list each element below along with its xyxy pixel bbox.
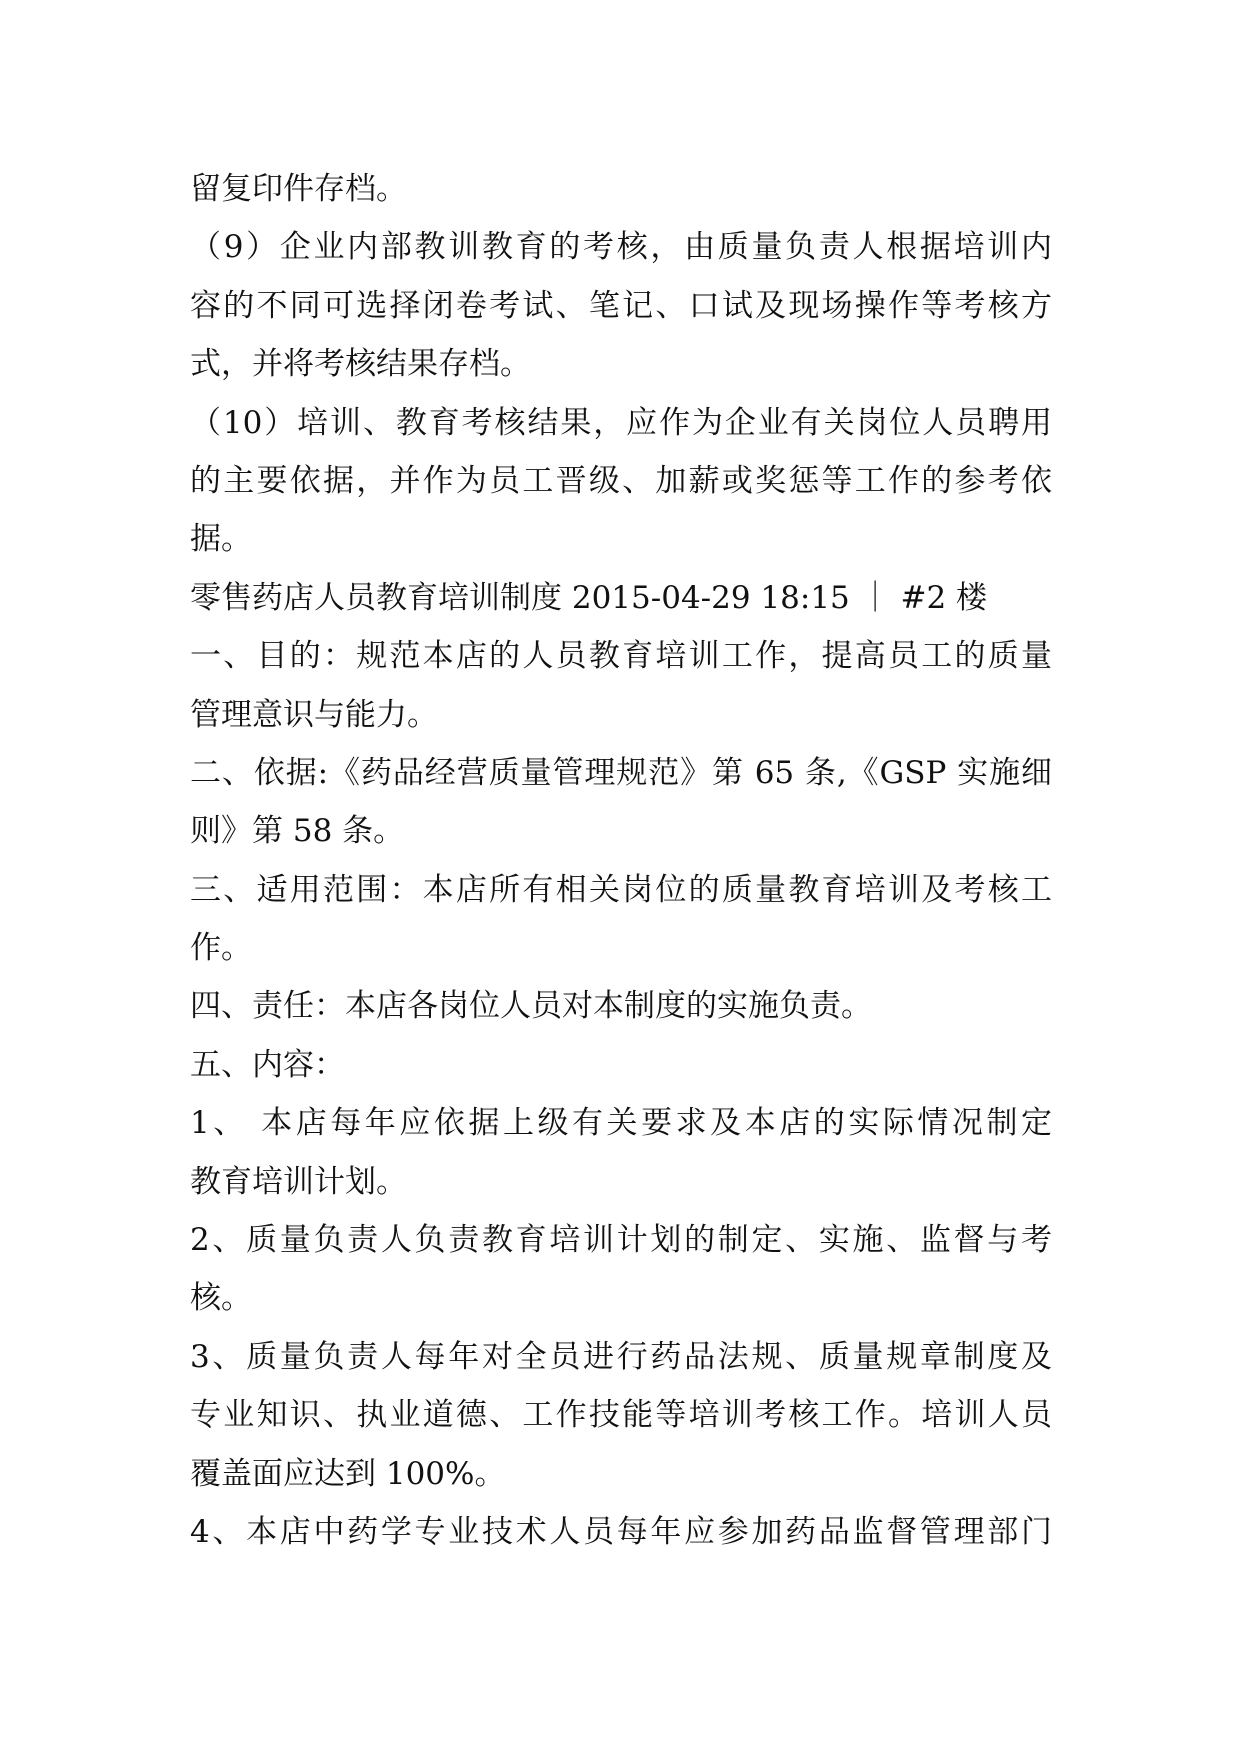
- text-line: 核。: [190, 1280, 252, 1317]
- text-line: 式，并将考核结果存档。: [190, 346, 531, 383]
- text-line: 覆盖面应达到 100%。: [190, 1455, 506, 1492]
- text-line: 二、依据:《药品经营质量管理规范》第 65 条,《GSP 实施细: [190, 754, 1052, 791]
- text-line: 容的不同可选择闭卷考试、笔记、口试及现场操作等考核方: [190, 287, 1052, 324]
- text-line: 四、责任：本店各岗位人员对本制度的实施负责。: [190, 988, 872, 1025]
- text-line: 2、质量负责人负责教育培训计划的制定、实施、监督与考: [190, 1222, 1052, 1259]
- text-line: （9）企业内部教训教育的考核，由质量负责人根据培训内: [190, 229, 1052, 266]
- text-line: 三、适用范围：本店所有相关岗位的质量教育培训及考核工: [190, 871, 1052, 908]
- text-line: 零售药店人员教育培训制度 2015-04-29 18:15 ｜ #2 楼: [190, 579, 988, 616]
- text-line: 一、目的：规范本店的人员教育培训工作，提高员工的质量: [190, 638, 1052, 675]
- text-line: 专业知识、执业道德、工作技能等培训考核工作。培训人员: [190, 1397, 1052, 1434]
- text-line: 4、本店中药学专业技术人员每年应参加药品监督管理部门: [190, 1513, 1052, 1550]
- text-line: 管理意识与能力。: [190, 696, 438, 733]
- text-line: 据。: [190, 521, 252, 558]
- text-line: 教育培训计划。: [190, 1163, 407, 1200]
- text-line: （10）培训、教育考核结果，应作为企业有关岗位人员聘用: [190, 404, 1052, 441]
- text-line: 的主要依据，并作为员工晋级、加薪或奖惩等工作的参考依: [190, 462, 1052, 499]
- text-line: 作。: [190, 930, 252, 967]
- text-line: 留复印件存档。: [190, 171, 407, 207]
- document-body: [190, 160, 1052, 1561]
- text-line: 3、质量负责人每年对全员进行药品法规、质量规章制度及: [190, 1338, 1052, 1375]
- text-line: 五、内容：: [190, 1046, 345, 1083]
- text-line: 1、 本店每年应依据上级有关要求及本店的实际情况制定: [190, 1105, 1052, 1142]
- text-line: 则》第 58 条。: [190, 813, 405, 850]
